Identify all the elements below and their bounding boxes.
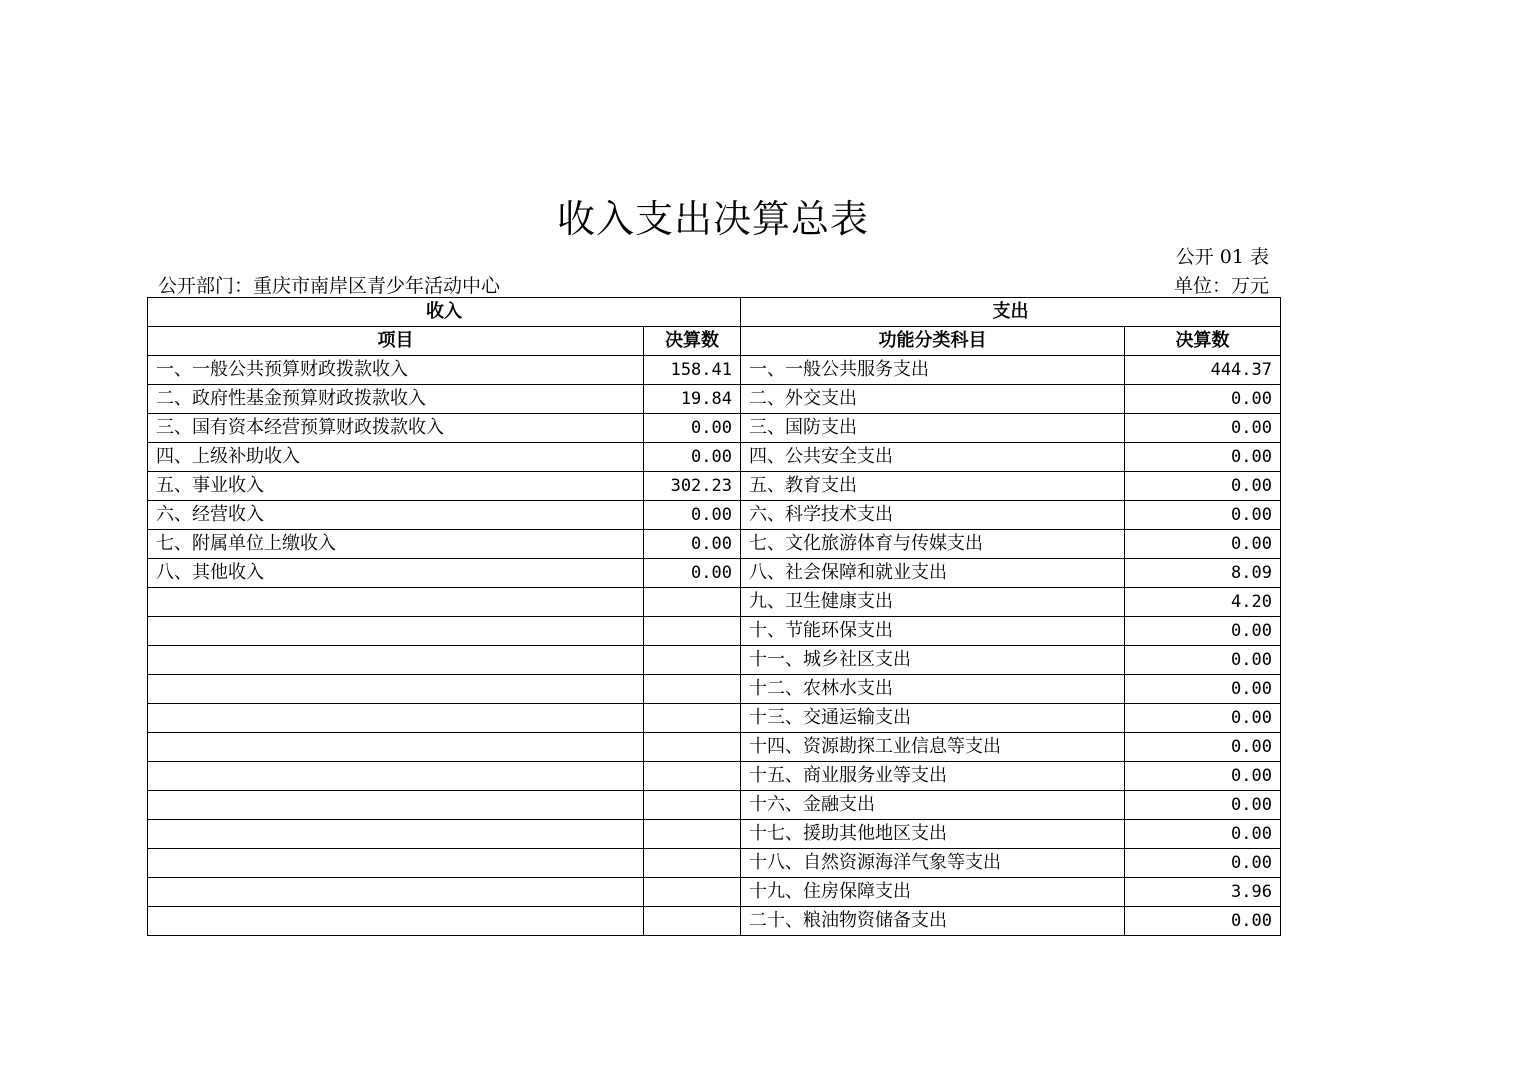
table-row xyxy=(148,559,1281,588)
income-amount-cell xyxy=(644,878,741,907)
table-row xyxy=(148,907,1281,936)
expense-amount-cell: 0.00 xyxy=(1125,414,1281,443)
expense-item-cell: 十八、自然资源海洋气象等支出 xyxy=(741,849,1125,878)
table-number: 公开 01 表 xyxy=(1175,246,1269,268)
income-item-cell: 七、附属单位上缴收入 xyxy=(148,530,644,559)
income-amount-cell xyxy=(644,791,741,820)
function-item-column-header: 功能分类科目 xyxy=(741,327,1125,356)
department-line xyxy=(158,271,500,298)
expense-amount-cell: 4.20 xyxy=(1125,588,1281,617)
income-amount-cell: 19.84 xyxy=(644,385,741,414)
income-item-cell xyxy=(148,733,644,762)
table-group-header-row xyxy=(148,298,1281,327)
income-amount-cell: 0.00 xyxy=(644,414,741,443)
department-name: 重庆市南岸区青少年活动中心 xyxy=(253,275,501,297)
table-row xyxy=(148,878,1281,907)
expense-item-cell: 十二、农林水支出 xyxy=(741,675,1125,704)
expense-amount-cell: 0.00 xyxy=(1125,385,1281,414)
table-column-header-row xyxy=(148,327,1281,356)
department-label: 公开部门： xyxy=(158,275,254,297)
expense-amount-cell: 0.00 xyxy=(1125,501,1281,530)
expense-item-cell: 十九、住房保障支出 xyxy=(741,878,1125,907)
expense-item-cell: 十一、城乡社区支出 xyxy=(741,646,1125,675)
expense-amount-cell: 0.00 xyxy=(1125,617,1281,646)
expense-item-cell: 二十、粮油物资储备支出 xyxy=(741,907,1125,936)
table-row xyxy=(148,356,1281,385)
expense-amount-cell: 0.00 xyxy=(1125,791,1281,820)
expense-amount-cell: 0.00 xyxy=(1125,733,1281,762)
expense-header: 支出 xyxy=(741,298,1281,327)
table-row xyxy=(148,530,1281,559)
income-item-cell: 三、国有资本经营预算财政拨款收入 xyxy=(148,414,644,443)
expense-amount-cell: 0.00 xyxy=(1125,762,1281,791)
expense-item-cell: 十五、商业服务业等支出 xyxy=(741,762,1125,791)
table-row xyxy=(148,762,1281,791)
income-item-cell xyxy=(148,849,644,878)
income-amount-cell: 302.23 xyxy=(644,472,741,501)
expense-amount-cell: 8.09 xyxy=(1125,559,1281,588)
expense-item-cell: 六、科学技术支出 xyxy=(741,501,1125,530)
income-item-cell xyxy=(148,907,644,936)
income-item-cell: 四、上级补助收入 xyxy=(148,443,644,472)
income-item-cell xyxy=(148,820,644,849)
income-amount-cell xyxy=(644,762,741,791)
income-item-cell: 一、一般公共预算财政拨款收入 xyxy=(148,356,644,385)
expense-item-cell: 一、一般公共服务支出 xyxy=(741,356,1125,385)
table-row xyxy=(148,414,1281,443)
income-item-cell: 六、经营收入 xyxy=(148,501,644,530)
table-row xyxy=(148,588,1281,617)
expense-amount-column-header: 决算数 xyxy=(1125,327,1281,356)
expense-amount-cell: 0.00 xyxy=(1125,849,1281,878)
income-header: 收入 xyxy=(148,298,741,327)
income-item-cell xyxy=(148,646,644,675)
expense-item-cell: 七、文化旅游体育与传媒支出 xyxy=(741,530,1125,559)
table-body xyxy=(148,356,1281,936)
table-row xyxy=(148,646,1281,675)
income-amount-cell xyxy=(644,907,741,936)
income-item-cell xyxy=(148,791,644,820)
expense-item-cell: 九、卫生健康支出 xyxy=(741,588,1125,617)
expense-item-cell: 十、节能环保支出 xyxy=(741,617,1125,646)
expense-item-cell: 三、国防支出 xyxy=(741,414,1125,443)
income-amount-cell: 0.00 xyxy=(644,559,741,588)
table-row xyxy=(148,849,1281,878)
table-row xyxy=(148,820,1281,849)
table-row xyxy=(148,733,1281,762)
expense-amount-cell: 0.00 xyxy=(1125,472,1281,501)
expense-item-cell: 十七、援助其他地区支出 xyxy=(741,820,1125,849)
expense-amount-cell: 0.00 xyxy=(1125,704,1281,733)
income-amount-cell xyxy=(644,617,741,646)
expense-amount-cell: 3.96 xyxy=(1125,878,1281,907)
expense-item-cell: 二、外交支出 xyxy=(741,385,1125,414)
expense-item-cell: 四、公共安全支出 xyxy=(741,443,1125,472)
income-amount-cell xyxy=(644,704,741,733)
table-row xyxy=(148,472,1281,501)
expense-item-cell: 十四、资源勘探工业信息等支出 xyxy=(741,733,1125,762)
page-title: 收入支出决算总表 xyxy=(556,197,869,241)
expense-item-cell: 十三、交通运输支出 xyxy=(741,704,1125,733)
expense-item-cell: 十六、金融支出 xyxy=(741,791,1125,820)
table-row xyxy=(148,443,1281,472)
item-column-header: 项目 xyxy=(148,327,644,356)
income-amount-cell xyxy=(644,820,741,849)
income-item-cell: 二、政府性基金预算财政拨款收入 xyxy=(148,385,644,414)
income-item-cell: 八、其他收入 xyxy=(148,559,644,588)
income-item-cell xyxy=(148,617,644,646)
expense-amount-cell: 0.00 xyxy=(1125,530,1281,559)
income-amount-cell xyxy=(644,849,741,878)
expense-amount-cell: 0.00 xyxy=(1125,675,1281,704)
table-row xyxy=(148,501,1281,530)
income-amount-cell xyxy=(644,646,741,675)
income-item-cell: 五、事业收入 xyxy=(148,472,644,501)
income-item-cell xyxy=(148,878,644,907)
income-amount-cell xyxy=(644,733,741,762)
expense-item-cell: 八、社会保障和就业支出 xyxy=(741,559,1125,588)
income-amount-cell xyxy=(644,588,741,617)
income-amount-cell: 158.41 xyxy=(644,356,741,385)
income-amount-cell: 0.00 xyxy=(644,530,741,559)
table-row xyxy=(148,675,1281,704)
income-amount-cell: 0.00 xyxy=(644,443,741,472)
expense-item-cell: 五、教育支出 xyxy=(741,472,1125,501)
income-amount-cell xyxy=(644,675,741,704)
expense-amount-cell: 0.00 xyxy=(1125,443,1281,472)
income-amount-cell: 0.00 xyxy=(644,501,741,530)
table-row xyxy=(148,791,1281,820)
income-item-cell xyxy=(148,762,644,791)
expense-amount-cell: 0.00 xyxy=(1125,646,1281,675)
table-row xyxy=(148,385,1281,414)
income-item-cell xyxy=(148,704,644,733)
table-row xyxy=(148,704,1281,733)
income-amount-column-header: 决算数 xyxy=(644,327,741,356)
income-item-cell xyxy=(148,675,644,704)
income-item-cell xyxy=(148,588,644,617)
expense-amount-cell: 444.37 xyxy=(1125,356,1281,385)
expense-amount-cell: 0.00 xyxy=(1125,820,1281,849)
expense-amount-cell: 0.00 xyxy=(1125,907,1281,936)
unit-label: 单位：万元 xyxy=(1173,275,1269,297)
table-row xyxy=(148,617,1281,646)
budget-table xyxy=(147,297,1281,936)
